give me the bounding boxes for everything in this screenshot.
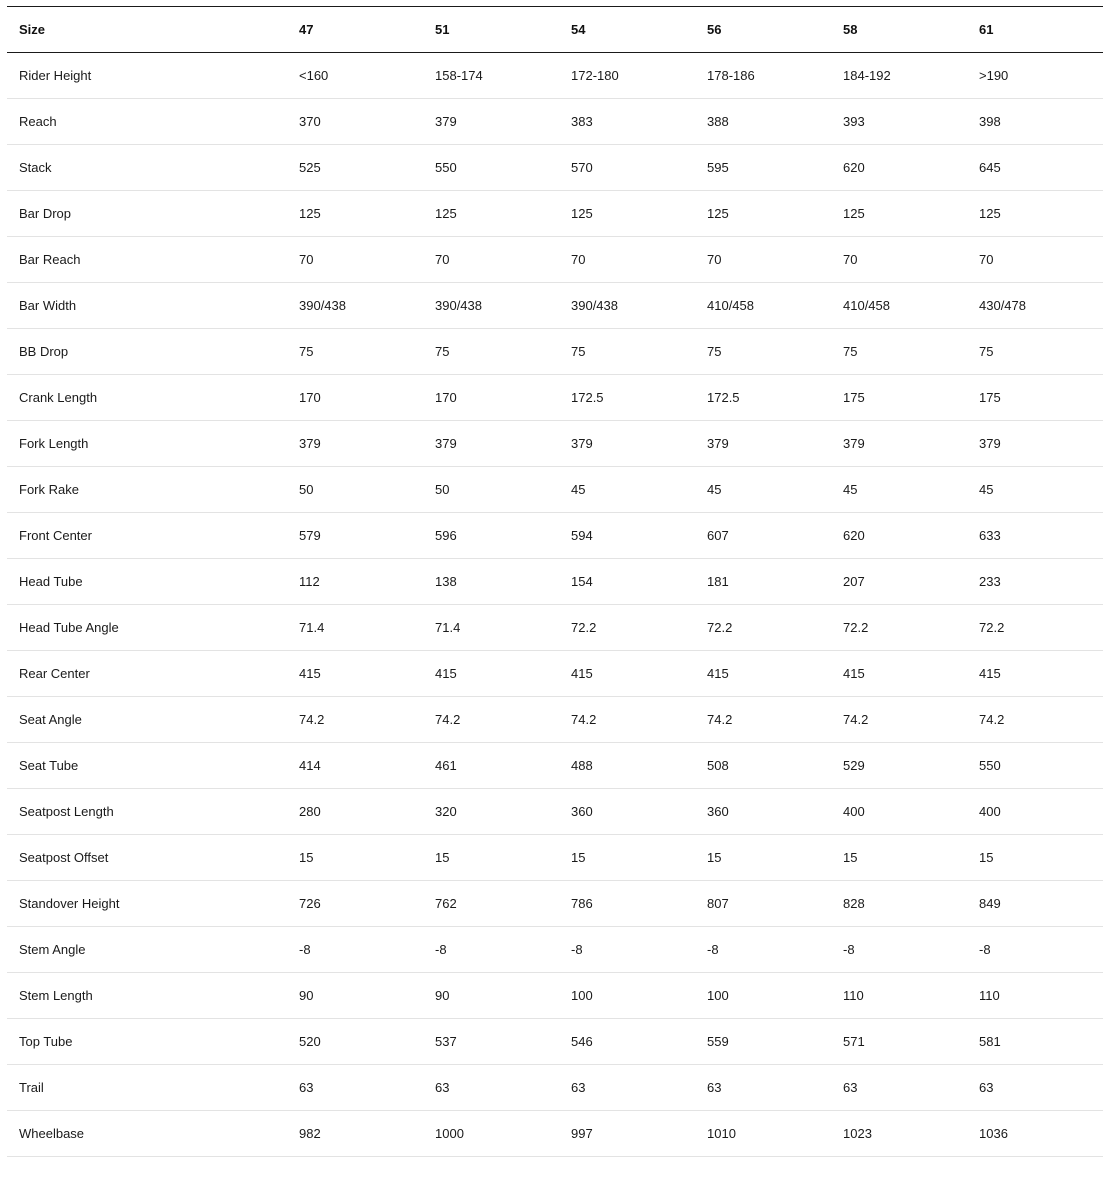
table-cell: 620	[843, 160, 865, 175]
table-cell: 75	[571, 344, 586, 359]
table-cell: 390/438	[435, 298, 482, 313]
table-cell: 415	[299, 666, 321, 681]
table-row	[7, 881, 1103, 927]
row-label: BB Drop	[19, 344, 69, 359]
table-row	[7, 421, 1103, 467]
table-cell: 74.2	[435, 712, 461, 727]
table-cell: 70	[707, 252, 722, 267]
table-cell: 559	[707, 1034, 729, 1049]
table-cell: 415	[571, 666, 593, 681]
table-cell: 762	[435, 896, 457, 911]
table-cell: 71.4	[435, 620, 461, 635]
row-label: Bar Drop	[19, 206, 72, 221]
table-cell: 633	[979, 528, 1001, 543]
table-cell: 461	[435, 758, 457, 773]
table-cell: 508	[707, 758, 729, 773]
table-cell: 74.2	[299, 712, 325, 727]
table-cell: 110	[843, 988, 864, 1003]
table-cell: 393	[843, 114, 865, 129]
table-cell: 596	[435, 528, 457, 543]
table-cell: 72.2	[707, 620, 733, 635]
table-cell: 520	[299, 1034, 321, 1049]
table-cell: 726	[299, 896, 321, 911]
row-label: Crank Length	[19, 390, 98, 405]
table-cell: 579	[299, 528, 321, 543]
table-cell: 415	[707, 666, 729, 681]
table-cell: 15	[435, 850, 450, 865]
table-cell: 63	[299, 1080, 314, 1095]
table-cell: 1023	[843, 1126, 872, 1141]
row-label: Fork Rake	[19, 482, 79, 497]
geometry-table-header	[7, 7, 1103, 53]
table-cell: 75	[843, 344, 858, 359]
row-label: Top Tube	[19, 1034, 73, 1049]
table-row	[7, 605, 1103, 651]
table-cell: 125	[707, 206, 729, 221]
table-cell: 125	[435, 206, 457, 221]
table-cell: 15	[299, 850, 314, 865]
table-cell: 390/438	[299, 298, 346, 313]
header-cell-size-54: 54	[571, 22, 586, 37]
table-row	[7, 99, 1103, 145]
table-cell: 388	[707, 114, 729, 129]
table-cell: 620	[843, 528, 865, 543]
table-cell: 594	[571, 528, 593, 543]
table-cell: 74.2	[571, 712, 597, 727]
table-cell: 982	[299, 1126, 321, 1141]
table-cell: 181	[707, 574, 729, 589]
table-cell: 112	[299, 574, 320, 589]
geometry-table-body	[7, 53, 1103, 1157]
row-label: Front Center	[19, 528, 92, 543]
table-cell: 550	[435, 160, 457, 175]
header-cell-size: Size	[19, 22, 46, 37]
table-cell: 383	[571, 114, 593, 129]
table-cell: 430/478	[979, 298, 1026, 313]
table-cell: 72.2	[979, 620, 1005, 635]
table-row	[7, 1111, 1103, 1157]
table-cell: 415	[843, 666, 865, 681]
table-cell: 390/438	[571, 298, 618, 313]
table-cell: 525	[299, 160, 321, 175]
table-cell: 70	[435, 252, 450, 267]
table-cell: 110	[979, 988, 1000, 1003]
table-row	[7, 53, 1103, 99]
table-cell: 125	[299, 206, 321, 221]
table-row	[7, 329, 1103, 375]
table-cell: 379	[435, 436, 457, 451]
table-cell: -8	[843, 942, 855, 957]
table-row	[7, 743, 1103, 789]
table-cell: -8	[435, 942, 447, 957]
table-cell: 550	[979, 758, 1001, 773]
row-label: Fork Length	[19, 436, 89, 451]
table-cell: 75	[979, 344, 994, 359]
table-cell: 415	[979, 666, 1001, 681]
row-label: Stem Length	[19, 988, 93, 1003]
table-row	[7, 145, 1103, 191]
row-label: Seatpost Length	[19, 804, 114, 819]
row-label: Reach	[19, 114, 57, 129]
header-cell-size-61: 61	[979, 22, 994, 37]
table-cell: 529	[843, 758, 865, 773]
table-cell: <160	[299, 68, 329, 83]
table-cell: 400	[979, 804, 1001, 819]
table-cell: 70	[979, 252, 994, 267]
table-cell: 125	[571, 206, 593, 221]
geometry-table	[7, 6, 1103, 1157]
table-row	[7, 973, 1103, 1019]
table-cell: 233	[979, 574, 1001, 589]
row-label: Seatpost Offset	[19, 850, 109, 865]
table-row	[7, 191, 1103, 237]
table-cell: 849	[979, 896, 1001, 911]
table-cell: 170	[435, 390, 457, 405]
header-row	[7, 7, 1103, 53]
table-cell: 158-174	[435, 68, 483, 83]
table-cell: 415	[435, 666, 457, 681]
table-cell: 50	[299, 482, 314, 497]
table-row	[7, 375, 1103, 421]
row-label: Seat Angle	[19, 712, 82, 727]
table-cell: 172.5	[571, 390, 604, 405]
row-label: Stem Angle	[19, 942, 86, 957]
table-cell: 360	[571, 804, 593, 819]
table-cell: 15	[571, 850, 586, 865]
table-cell: 537	[435, 1034, 457, 1049]
table-cell: 280	[299, 804, 321, 819]
row-label: Trail	[19, 1080, 44, 1095]
table-cell: 70	[843, 252, 858, 267]
table-cell: 379	[435, 114, 457, 129]
table-cell: 379	[299, 436, 321, 451]
table-cell: -8	[299, 942, 311, 957]
table-cell: 175	[979, 390, 1001, 405]
row-label: Wheelbase	[19, 1126, 85, 1141]
row-label: Bar Reach	[19, 252, 81, 267]
table-cell: 997	[571, 1126, 593, 1141]
table-cell: 72.2	[843, 620, 869, 635]
header-cell-size-58: 58	[843, 22, 858, 37]
row-label: Head Tube Angle	[19, 620, 119, 635]
table-cell: 90	[299, 988, 314, 1003]
table-cell: 1036	[979, 1126, 1008, 1141]
table-cell: 786	[571, 896, 593, 911]
table-cell: 74.2	[979, 712, 1005, 727]
table-cell: 90	[435, 988, 450, 1003]
table-cell: 75	[707, 344, 722, 359]
table-cell: -8	[571, 942, 583, 957]
table-row	[7, 789, 1103, 835]
table-cell: 379	[707, 436, 729, 451]
table-cell: 184-192	[843, 68, 891, 83]
table-row	[7, 283, 1103, 329]
table-cell: -8	[707, 942, 719, 957]
table-row	[7, 651, 1103, 697]
table-cell: 379	[843, 436, 865, 451]
table-cell: 50	[435, 482, 450, 497]
table-cell: 72.2	[571, 620, 597, 635]
table-cell: 581	[979, 1034, 1001, 1049]
table-cell: 570	[571, 160, 593, 175]
table-cell: 74.2	[707, 712, 733, 727]
table-cell: 207	[843, 574, 865, 589]
table-cell: 45	[979, 482, 994, 497]
table-cell: 75	[299, 344, 314, 359]
table-cell: 379	[979, 436, 1001, 451]
table-cell: 828	[843, 896, 865, 911]
header-cell-size-56: 56	[707, 22, 722, 37]
row-label: Head Tube	[19, 574, 83, 589]
table-cell: 410/458	[707, 298, 754, 313]
table-row	[7, 513, 1103, 559]
table-cell: 172-180	[571, 68, 619, 83]
table-cell: 398	[979, 114, 1001, 129]
table-cell: 414	[299, 758, 321, 773]
table-cell: 63	[707, 1080, 722, 1095]
table-cell: 125	[979, 206, 1001, 221]
table-cell: 379	[571, 436, 593, 451]
table-row	[7, 1019, 1103, 1065]
table-cell: -8	[979, 942, 991, 957]
table-cell: 70	[299, 252, 314, 267]
table-cell: 100	[571, 988, 593, 1003]
table-cell: 320	[435, 804, 457, 819]
table-cell: 74.2	[843, 712, 869, 727]
table-cell: 607	[707, 528, 729, 543]
table-cell: 138	[435, 574, 457, 589]
table-cell: 410/458	[843, 298, 890, 313]
table-cell: 571	[843, 1034, 865, 1049]
table-cell: 488	[571, 758, 593, 773]
header-cell-size-51: 51	[435, 22, 450, 37]
table-cell: 45	[571, 482, 586, 497]
table-cell: 15	[979, 850, 994, 865]
table-row	[7, 559, 1103, 605]
table-cell: 45	[707, 482, 722, 497]
table-cell: 70	[571, 252, 586, 267]
table-cell: 63	[571, 1080, 586, 1095]
row-label: Standover Height	[19, 896, 120, 911]
table-cell: 172.5	[707, 390, 740, 405]
table-cell: 1010	[707, 1126, 736, 1141]
table-cell: 807	[707, 896, 729, 911]
table-cell: 154	[571, 574, 593, 589]
table-cell: 595	[707, 160, 729, 175]
table-cell: 75	[435, 344, 450, 359]
table-cell: 645	[979, 160, 1001, 175]
table-cell: 63	[979, 1080, 994, 1095]
table-cell: 400	[843, 804, 865, 819]
table-row	[7, 927, 1103, 973]
table-cell: 63	[435, 1080, 450, 1095]
table-row	[7, 237, 1103, 283]
table-cell: 546	[571, 1034, 593, 1049]
header-cell-size-47: 47	[299, 22, 314, 37]
row-label: Stack	[19, 160, 52, 175]
table-cell: 175	[843, 390, 865, 405]
table-row	[7, 1065, 1103, 1111]
table-row	[7, 467, 1103, 513]
row-label: Rider Height	[19, 68, 92, 83]
table-cell: 170	[299, 390, 321, 405]
row-label: Rear Center	[19, 666, 90, 681]
table-cell: 360	[707, 804, 729, 819]
table-cell: 1000	[435, 1126, 464, 1141]
row-label: Seat Tube	[19, 758, 79, 773]
table-cell: 125	[843, 206, 865, 221]
table-cell: 71.4	[299, 620, 325, 635]
table-cell: 15	[843, 850, 858, 865]
table-row	[7, 697, 1103, 743]
table-cell: 178-186	[707, 68, 755, 83]
table-cell: 370	[299, 114, 321, 129]
table-cell: 45	[843, 482, 858, 497]
table-cell: >190	[979, 68, 1009, 83]
row-label: Bar Width	[19, 298, 77, 313]
table-cell: 100	[707, 988, 729, 1003]
table-row	[7, 835, 1103, 881]
table-cell: 63	[843, 1080, 858, 1095]
table-cell: 15	[707, 850, 722, 865]
